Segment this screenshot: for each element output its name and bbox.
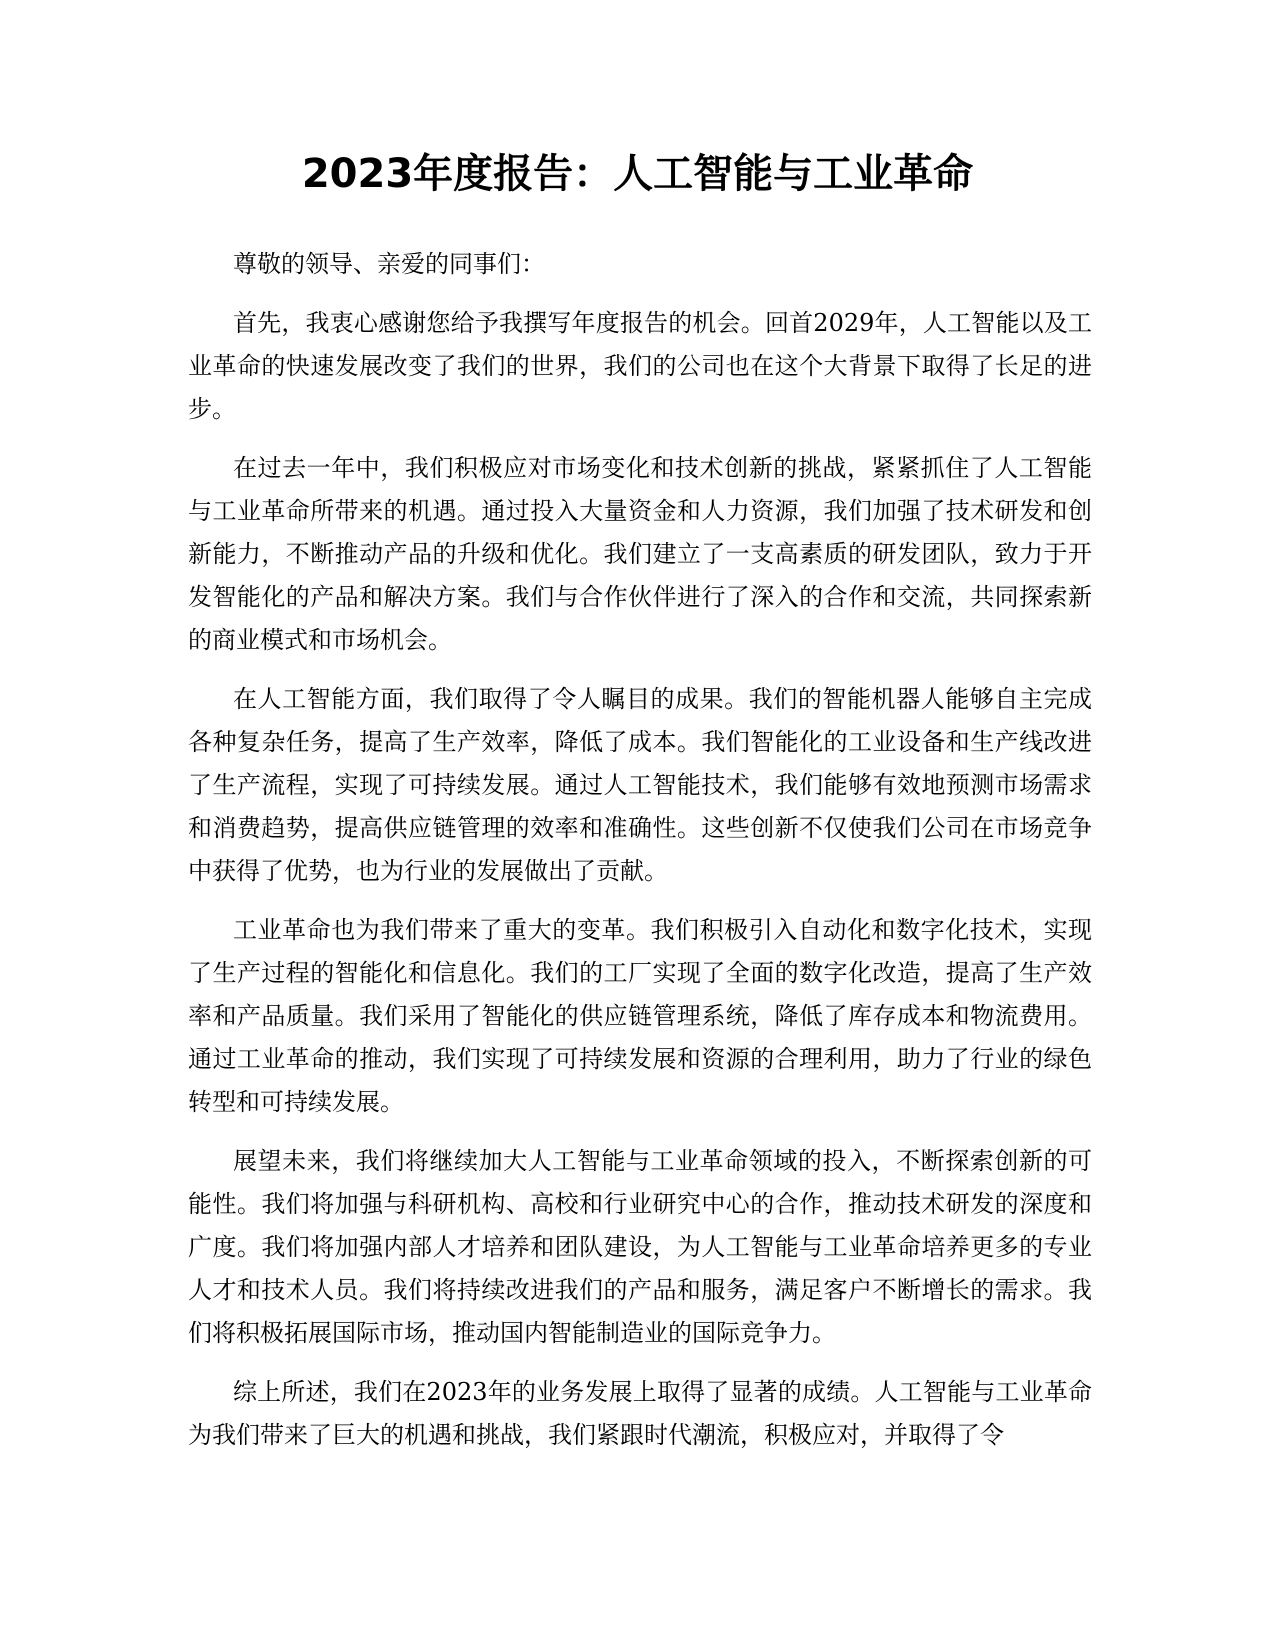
paragraph-intro: 首先，我衷心感谢您给予我撰写年度报告的机会。回首2029年，人工智能以及工业革命的快速发展改变了我们的世界，我们的公司也在这个大背景下取得了长足的进步。	[188, 309, 1092, 423]
paragraph-past-year: 在过去一年中，我们积极应对市场变化和技术创新的挑战，紧紧抓住了人工智能与工业革命所带来的机遇。通过投入大量资金和人力资源，我们加强了技术研发和创新能力，不断推动产品的升级和优化。我们建立了一支高素质的研发团队，致力于开发智能化的产品和解决方案。我们与合作伙伴进行了深入的合作和交流，共同探索新的商业模式和市场机会。	[188, 454, 1092, 654]
paragraph-outlook: 展望未来，我们将继续加大人工智能与工业革命领域的投入，不断探索创新的可能性。我们将加强与科研机构、高校和行业研究中心的合作，推动技术研发的深度和广度。我们将加强内部人才培养和团队建设，为人工智能与工业革命培养更多的专业人才和技术人员。我们将持续改进我们的产品和服务，满足客户不断增长的需求。我们将积极拓展国际市场，推动国内智能制造业的国际竞争力。	[188, 1147, 1092, 1347]
document-body	[188, 243, 1092, 1473]
paragraph-summary: 综上所述，我们在2023年的业务发展上取得了显著的成绩。人工智能与工业革命为我们带来了巨大的机遇和挑战，我们紧跟时代潮流，积极应对，并取得了令	[188, 1378, 1092, 1449]
paragraph-industrial-revolution: 工业革命也为我们带来了重大的变革。我们积极引入自动化和数字化技术，实现了生产过程的智能化和信息化。我们的工厂实现了全面的数字化改造，提高了生产效率和产品质量。我们采用了智能化的供应链管理系统，降低了库存成本和物流费用。通过工业革命的推动，我们实现了可持续发展和资源的合理利用，助力了行业的绿色转型和可持续发展。	[188, 916, 1092, 1116]
paragraph-greeting: 尊敬的领导、亲爱的同事们：	[233, 250, 545, 278]
document-title: 2023年度报告：人工智能与工业革命	[301, 151, 974, 197]
paragraph-ai-achievements: 在人工智能方面，我们取得了令人瞩目的成果。我们的智能机器人能够自主完成各种复杂任务，提高了生产效率，降低了成本。我们智能化的工业设备和生产线改进了生产流程，实现了可持续发展。通过人工智能技术，我们能够有效地预测市场需求和消费趋势，提高供应链管理的效率和准确性。这些创新不仅使我们公司在市场竞争中获得了优势，也为行业的发展做出了贡献。	[188, 685, 1092, 885]
